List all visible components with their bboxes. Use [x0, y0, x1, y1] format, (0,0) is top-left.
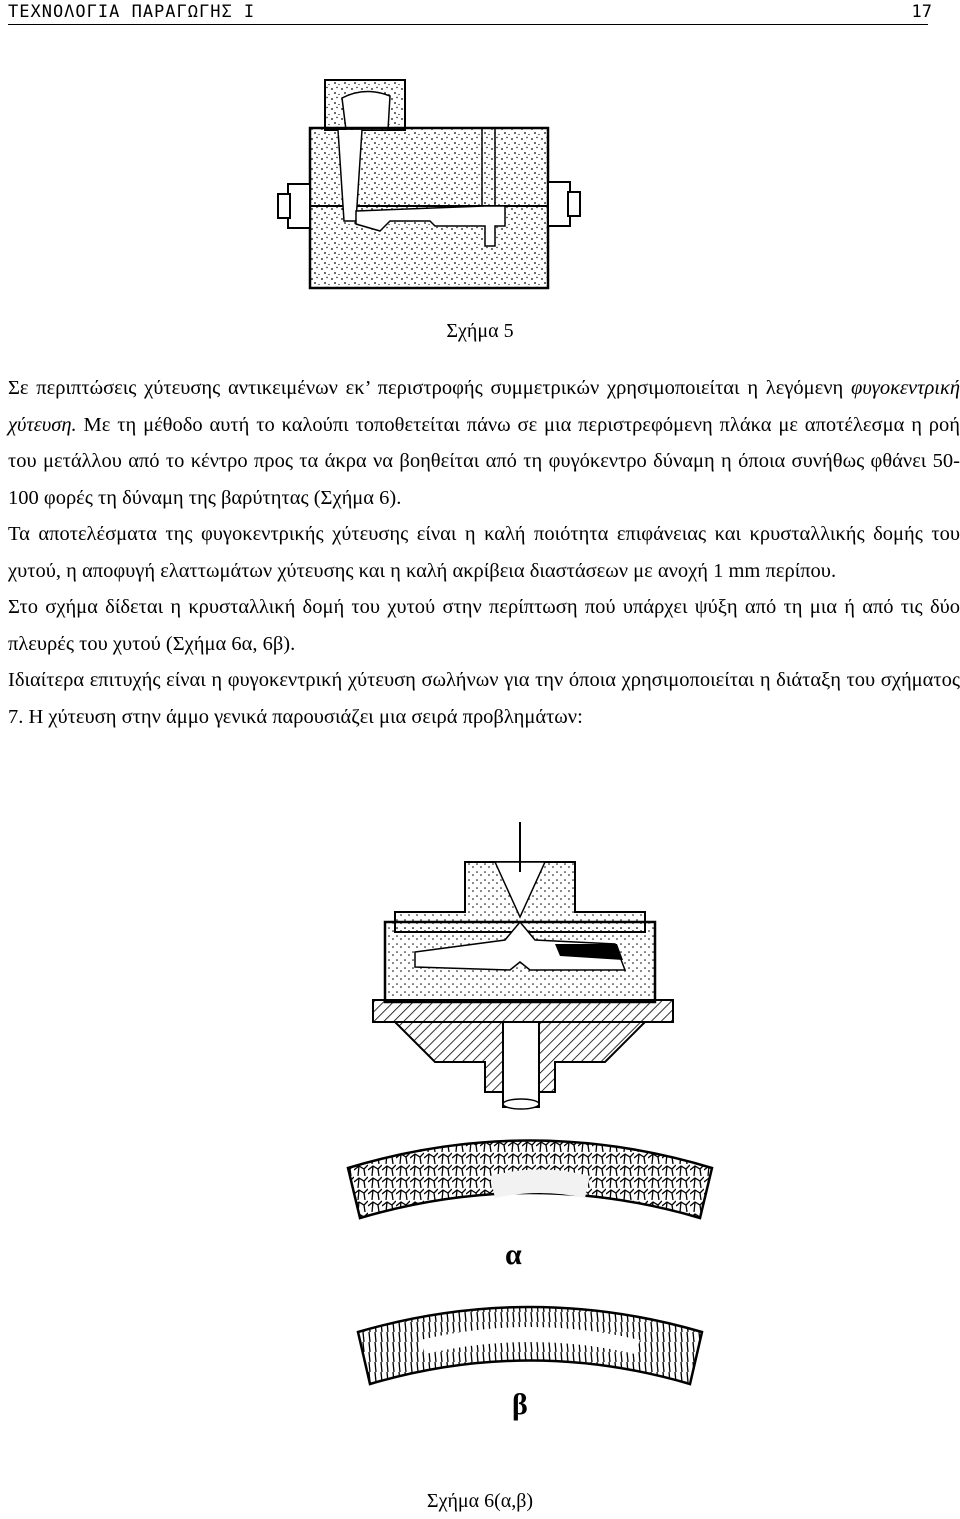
figure-6a-crystal-structure: [340, 1128, 720, 1238]
body-text: [8, 370, 960, 735]
header-title: ΤΕΧΝΟΛΟΓΙΑ ΠΑΡΑΓΩΓΗΣ Ι: [8, 2, 256, 22]
figure-5-mold-drawing: [270, 76, 590, 298]
figure-6b-crystal-structure: [350, 1292, 710, 1400]
page-header: [8, 0, 932, 25]
paragraph-1: Σε περιπτώσεις χύτευσης αντικειμένων εκ’ περιστροφής συμμετρικών χρησιμοποιείται η λεγόμενη φυγοκεντρική χύτευση. Με τη μέθοδο αυτή το καλούπι τοποθετείται πάνω σε μια περιστρεφόμενη πλάκα με αποτέλεσμα η ροή του μετάλλου από το κέντρο προς τα άκρα να βοηθείται από τη φυγόκεντρο δύναμη η όποια συνήθως φθάνει 50-100 φορές τη δύναμη της βαρύτητας (Σχήμα 6).: [8, 377, 960, 509]
figure-6-caption: Σχήμα 6(α,β): [426, 1490, 534, 1512]
page-number: 17: [911, 2, 932, 22]
figure-5-caption: Σχήμα 5: [446, 320, 514, 342]
figure-6-centrifugal-casting-drawing: [355, 822, 695, 1112]
paragraph-2: Τα αποτελέσματα της φυγοκεντρικής χύτευσης είναι η καλή ποιότητα επιφάνειας και κρυσταλλικής δομής του χυτού, η αποφυγή ελαττωμάτων χύτευσης και η καλή ακρίβεια διαστάσεων με ανοχή 1 mm περίπου.: [8, 523, 960, 582]
paragraph-4: Ιδιαίτερα επιτυχής είναι η φυγοκεντρική χύτευση σωλήνων για την όποια χρησιμοποιείται η διάταξη του σχήματος 7. Η χύτευση στην άμμο γενικά παρουσιάζει μια σειρά προβλημάτων:: [8, 669, 960, 728]
figure-6a-label: α: [505, 1238, 522, 1271]
paragraph-3: Στο σχήμα δίδεται η κρυσταλλική δομή του χυτού στην περίπτωση πού υπάρχει ψύξη από τη μια ή από τις δύο πλευρές του χυτού (Σχήμα 6α, 6β).: [8, 596, 960, 655]
figure-6b-label: β: [512, 1388, 528, 1421]
